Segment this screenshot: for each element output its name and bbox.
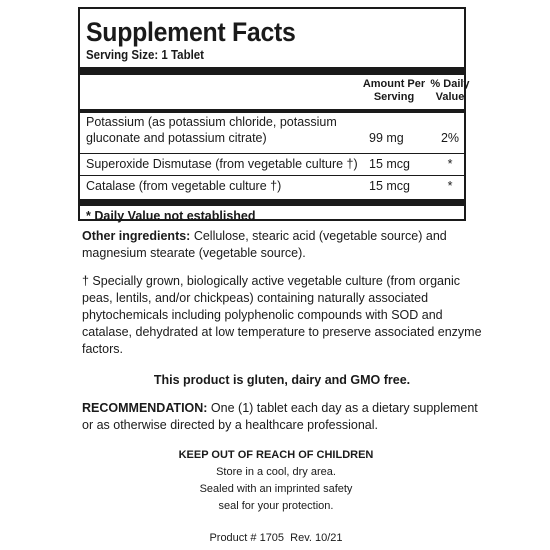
serving-size: Serving Size: 1 Tablet [86, 48, 205, 62]
warning-line: Store in a cool, dry area. [216, 466, 336, 478]
other-ingredients [82, 228, 482, 262]
facts-header-row [86, 75, 470, 109]
table-row [86, 113, 458, 153]
thick-divider [80, 199, 464, 206]
thick-divider [80, 67, 464, 75]
free-statement: This product is gluten, dairy and GMO free. [153, 373, 411, 387]
ingredient-daily-value: * [447, 179, 453, 193]
storage-warning [76, 447, 476, 515]
recommendation [82, 400, 482, 434]
other-ingredients-text: Cellulose, stearic acid (vegetable source) and magnesium stearate (vegetable source). [82, 229, 447, 260]
table-row [86, 176, 458, 197]
ingredient-amount: 15 mcg [369, 157, 410, 171]
product-info: Product # 1705 Rev. 10/21 [209, 532, 343, 544]
ingredient-name: Potassium (as potassium chloride, potassium gluconate and potassium citrate) [86, 115, 337, 145]
ingredient-amount: 99 mg [369, 131, 404, 145]
table-row [86, 154, 458, 175]
warning-title: KEEP OUT OF REACH OF CHILDREN [178, 449, 374, 461]
ingredient-daily-value: * [447, 157, 453, 171]
ingredient-name: Catalase (from vegetable culture †) [86, 179, 282, 193]
dagger-note: † Specially grown, biologically active vegetable culture (from organic peas, lentils, and/or chickpeas) containing naturally associated phytochemicals including polyphenolic compounds with SOD and catalase, dehydrated at low temperature to preserve associated enzyme factors. [82, 274, 482, 356]
other-ingredients-label: Other ingredients: [82, 229, 191, 243]
warning-line: Sealed with an imprinted safety [199, 483, 353, 495]
recommendation-text: One (1) tablet each day as a dietary supplement or as otherwise directed by a healthcare professional. [82, 401, 478, 432]
facts-title: Supplement Facts [86, 17, 296, 47]
daily-value-footnote: * Daily Value not established [86, 209, 256, 223]
ingredient-amount: 15 mcg [369, 179, 410, 193]
daily-value-header: % Daily Value [430, 78, 470, 103]
amount-header: Amount Per Serving [362, 78, 426, 103]
recommendation-label: RECOMMENDATION: [82, 401, 208, 415]
ingredient-name: Superoxide Dismutase (from vegetable culture †) [86, 157, 358, 171]
warning-line: seal for your protection. [218, 500, 334, 512]
supplement-facts-panel [78, 7, 470, 223]
ingredient-daily-value: 2% [440, 131, 460, 145]
